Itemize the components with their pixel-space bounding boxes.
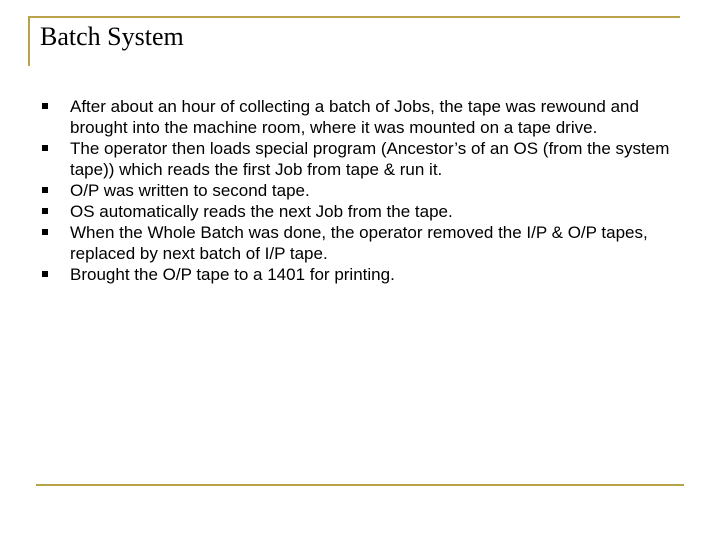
bullet-item xyxy=(42,180,682,201)
bullet-item xyxy=(42,201,682,222)
bullet-text: The operator then loads special program (Ancestor’s of an OS (from the system tape)) which reads the first Job from tape & run it. xyxy=(70,139,670,179)
bullet-item xyxy=(42,264,682,285)
bullet-text: When the Whole Batch was done, the operator removed the I/P & O/P tapes, replaced by next batch of I/P tape. xyxy=(70,223,648,263)
square-bullet-icon xyxy=(42,103,48,109)
bullet-text: After about an hour of collecting a batch of Jobs, the tape was rewound and brought into the machine room, where it was mounted on a tape drive. xyxy=(70,97,639,137)
bullet-item xyxy=(42,96,682,138)
square-bullet-icon xyxy=(42,208,48,214)
square-bullet-icon xyxy=(42,187,48,193)
bullet-text: OS automatically reads the next Job from the tape. xyxy=(70,202,453,221)
square-bullet-icon xyxy=(42,271,48,277)
bullet-list xyxy=(42,96,682,285)
title-accent-vertical-rule xyxy=(28,16,30,66)
bullet-text: O/P was written to second tape. xyxy=(70,181,310,200)
title-accent-horizontal-rule xyxy=(28,16,680,18)
square-bullet-icon xyxy=(42,145,48,151)
bullet-item xyxy=(42,222,682,264)
bullet-item xyxy=(42,138,682,180)
square-bullet-icon xyxy=(42,229,48,235)
footer-accent-rule xyxy=(36,484,684,486)
bullet-text: Brought the O/P tape to a 1401 for printing. xyxy=(70,265,395,284)
slide-title: Batch System xyxy=(40,22,184,51)
